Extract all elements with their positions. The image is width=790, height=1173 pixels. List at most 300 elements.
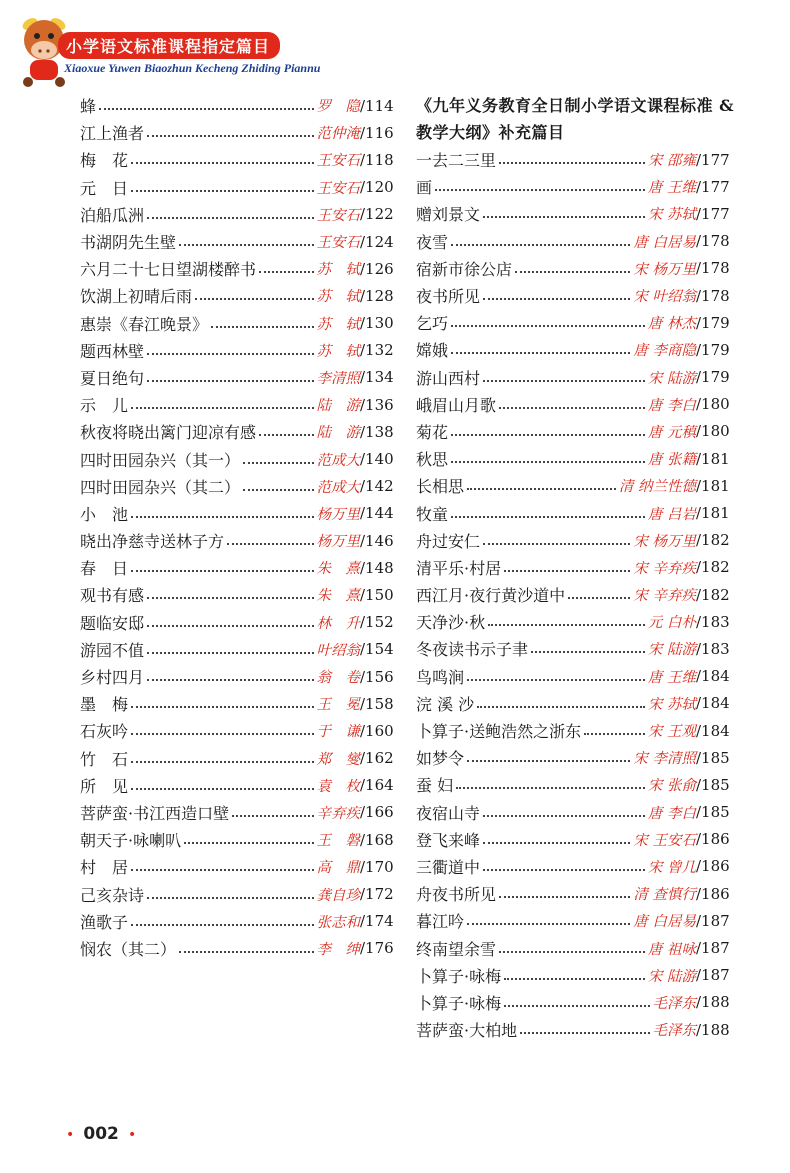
toc-entry-title: 冬夜读书示子聿 xyxy=(416,640,529,660)
leader-dots xyxy=(147,216,313,219)
toc-entry-title: 饮湖上初晴后雨 xyxy=(80,287,193,307)
leader-dots xyxy=(131,515,313,518)
toc-entry-title: 蚕 妇 xyxy=(416,776,454,796)
toc-entry-page: /142 xyxy=(360,477,394,496)
toc-entry xyxy=(416,744,736,771)
toc-entry-title: 夜雪 xyxy=(416,232,449,252)
toc-entry-title: 晓出净慈寺送林子方 xyxy=(80,532,225,552)
toc-entry-author: 王安石 xyxy=(316,153,360,170)
toc-entry-title: 舟夜书所见 xyxy=(416,885,497,905)
toc-entry xyxy=(80,445,400,472)
toc-entry-page: /185 xyxy=(696,803,730,822)
supplement-section-title: 《九年义务教育全日制小学语文课程标准 & 教学大纲》补充篇目 xyxy=(416,96,735,142)
toc-entry-author: 唐 白居易 xyxy=(633,234,696,251)
toc-entry xyxy=(416,336,736,363)
leader-dots xyxy=(488,623,645,626)
toc-entry xyxy=(416,554,736,581)
toc-entry-page: /187 xyxy=(696,966,730,985)
toc-entry-title: 元 日 xyxy=(80,178,129,198)
leader-dots xyxy=(504,1004,649,1007)
toc-entry xyxy=(80,228,400,255)
toc-entry-title: 游山西村 xyxy=(416,368,481,388)
leader-dots xyxy=(477,705,645,708)
toc-entry-page: /140 xyxy=(360,450,394,469)
toc-entry-page: /181 xyxy=(696,504,730,523)
toc-entry-page: /164 xyxy=(360,776,394,795)
toc-entry-title: 六月二十七日望湖楼醉书 xyxy=(80,260,257,280)
toc-entry xyxy=(416,309,736,336)
toc-entry xyxy=(416,962,736,989)
leader-dots xyxy=(131,787,313,790)
toc-entry xyxy=(416,934,736,961)
toc-entry-title: 观书有感 xyxy=(80,586,145,606)
toc-entry-title: 泊船瓜洲 xyxy=(80,205,145,225)
toc-entry xyxy=(416,907,736,934)
toc-entry-author: 宋 杨万里 xyxy=(633,533,696,550)
toc-entry xyxy=(80,717,400,744)
toc-entry-author: 宋 辛弃疾 xyxy=(633,588,696,605)
toc-entry-author: 李 绅 xyxy=(316,941,360,958)
toc-entry-author: 宋 李清照 xyxy=(633,751,696,768)
footer-dot-icon: • xyxy=(66,1127,75,1143)
toc-entry-title: 己亥杂诗 xyxy=(80,885,145,905)
toc-entry-page: /188 xyxy=(696,1020,730,1039)
toc-entry-author: 范成大 xyxy=(316,452,360,469)
toc-entry-title: 峨眉山月歌 xyxy=(416,395,497,415)
toc-entry-author: 宋 辛弃疾 xyxy=(633,560,696,577)
toc-entry-author: 张志和 xyxy=(316,914,360,931)
toc-entry-page: /184 xyxy=(696,694,730,713)
toc-entry-author: 唐 张籍 xyxy=(647,452,696,469)
leader-dots xyxy=(147,352,313,355)
leader-dots xyxy=(147,379,313,382)
leader-dots xyxy=(483,814,645,817)
leader-dots xyxy=(451,515,645,518)
toc-entry-page: /183 xyxy=(696,639,730,658)
toc-entry-page: /148 xyxy=(360,558,394,577)
toc-entry-author: 宋 叶绍翁 xyxy=(633,289,696,306)
toc-entry-page: /150 xyxy=(360,585,394,604)
toc-entry-title: 游园不值 xyxy=(80,640,145,660)
toc-entry-author: 朱 熹 xyxy=(316,561,360,578)
toc-entry-title: 朝天子·咏喇叭 xyxy=(80,831,182,851)
toc-entry xyxy=(416,391,736,418)
toc-entry-title: 秋夜将晓出篱门迎凉有感 xyxy=(80,423,257,443)
toc-entry-page: /178 xyxy=(696,232,730,251)
toc-entry-title: 一去二三里 xyxy=(416,151,497,171)
leader-dots xyxy=(179,950,313,953)
toc-entry-page: /130 xyxy=(360,314,394,333)
toc-entry-page: /136 xyxy=(360,395,394,414)
leader-dots xyxy=(243,488,313,491)
leader-dots xyxy=(467,487,616,490)
toc-entry-title: 画 xyxy=(416,178,433,198)
leader-dots xyxy=(131,923,313,926)
toc-entry xyxy=(416,663,736,690)
toc-entry xyxy=(416,880,736,907)
toc-entry-title: 菩萨蛮·书江西造口壁 xyxy=(80,803,230,823)
toc-entry-title: 清平乐·村居 xyxy=(416,558,502,578)
leader-dots xyxy=(147,134,313,137)
toc-entry xyxy=(416,418,736,445)
toc-entry-author: 唐 白居易 xyxy=(633,914,696,931)
leader-dots xyxy=(456,786,645,789)
leader-dots xyxy=(131,705,313,708)
toc-entry xyxy=(80,310,400,337)
toc-entry-author: 范仲淹 xyxy=(316,126,360,143)
toc-entry-author: 王 冕 xyxy=(316,697,360,714)
toc-entry-title: 卜算子·咏梅 xyxy=(416,966,502,986)
toc-entry-title: 梅 花 xyxy=(80,151,129,171)
toc-entry-author: 陆 游 xyxy=(316,425,360,442)
toc-entry xyxy=(80,690,400,717)
toc-entry-page: /178 xyxy=(696,286,730,305)
leader-dots xyxy=(184,841,313,844)
toc-entry-title: 竹 石 xyxy=(80,749,129,769)
toc-entry xyxy=(80,364,400,391)
toc-entry-page: /186 xyxy=(696,857,730,876)
toc-entry-page: /187 xyxy=(696,911,730,930)
toc-entry-author: 唐 林杰 xyxy=(647,316,696,333)
leader-dots xyxy=(232,814,313,817)
leader-dots xyxy=(131,406,313,409)
leader-dots xyxy=(499,950,645,953)
leader-dots xyxy=(504,569,630,572)
leader-dots xyxy=(467,922,630,925)
toc-entry xyxy=(80,337,400,364)
toc-entry xyxy=(80,908,400,935)
toc-entry-author: 王安石 xyxy=(316,180,360,197)
toc-entry xyxy=(416,364,736,391)
toc-entry-title: 江上渔者 xyxy=(80,124,145,144)
toc-entry-title: 如梦令 xyxy=(416,749,465,769)
toc-entry-title: 渔歌子 xyxy=(80,912,129,932)
leader-dots xyxy=(99,107,313,110)
toc-entry xyxy=(80,772,400,799)
toc-entry xyxy=(416,228,736,255)
toc-entry-page: /172 xyxy=(360,885,394,904)
right-toc-column xyxy=(416,92,736,1043)
toc-entry-title: 乡村四月 xyxy=(80,668,145,688)
toc-entry-page: /156 xyxy=(360,667,394,686)
toc-entry-page: /128 xyxy=(360,286,394,305)
toc-entry-title: 天净沙·秋 xyxy=(416,613,486,633)
toc-entry-author: 林 升 xyxy=(316,615,360,632)
toc-entry xyxy=(80,799,400,826)
toc-entry-title: 四时田园杂兴（其一） xyxy=(80,450,241,470)
toc-entry-page: /138 xyxy=(360,422,394,441)
toc-entry xyxy=(80,500,400,527)
leader-dots xyxy=(451,351,630,354)
toc-entry-title: 夏日绝句 xyxy=(80,368,145,388)
page-number: 002 xyxy=(83,1124,119,1144)
toc-entry-page: /185 xyxy=(696,775,730,794)
toc-entry-title: 暮江吟 xyxy=(416,912,465,932)
toc-entry xyxy=(416,527,736,554)
toc-entry-title: 乞巧 xyxy=(416,314,449,334)
toc-entry-author: 朱 熹 xyxy=(316,588,360,605)
leader-dots xyxy=(195,297,313,300)
toc-entry-page: /180 xyxy=(696,395,730,414)
toc-entry-author: 王 磐 xyxy=(316,833,360,850)
leader-dots xyxy=(483,841,630,844)
toc-entry xyxy=(80,935,400,962)
toc-entry-page: /168 xyxy=(360,830,394,849)
toc-entry-author: 宋 曾几 xyxy=(647,859,696,876)
toc-entry-page: /178 xyxy=(696,259,730,278)
toc-entry-page: /176 xyxy=(360,939,394,958)
toc-entry-page: /144 xyxy=(360,504,394,523)
toc-entry-author: 宋 陆游 xyxy=(647,370,696,387)
toc-entry-title: 嫦娥 xyxy=(416,341,449,361)
footer-dot-icon: • xyxy=(127,1127,137,1143)
toc-entry-page: /116 xyxy=(360,123,394,142)
toc-entry-author: 清 查慎行 xyxy=(633,887,696,904)
leader-dots xyxy=(467,759,630,762)
leader-dots xyxy=(483,379,645,382)
toc-entry-page: /179 xyxy=(696,340,730,359)
leader-dots xyxy=(451,243,630,246)
toc-entry-author: 辛弃疾 xyxy=(316,805,360,822)
toc-entry-title: 宿新市徐公店 xyxy=(416,259,513,279)
leader-dots xyxy=(483,215,645,218)
toc-entry xyxy=(416,690,736,717)
toc-entry-page: /114 xyxy=(360,96,394,115)
toc-entry-page: /154 xyxy=(360,640,394,659)
toc-entry-author: 叶绍翁 xyxy=(316,642,360,659)
leader-dots xyxy=(179,243,313,246)
toc-entry-author: 宋 陆游 xyxy=(647,642,696,659)
toc-entry-author: 元 白朴 xyxy=(647,615,696,632)
toc-entry xyxy=(80,418,400,445)
leader-dots xyxy=(451,324,645,327)
toc-entry xyxy=(80,119,400,146)
toc-entry-page: /182 xyxy=(696,531,730,550)
toc-entry-author: 罗 隐 xyxy=(316,99,360,116)
toc-entry-title: 鸟鸣涧 xyxy=(416,667,465,687)
toc-entry-author: 高 鼎 xyxy=(316,860,360,877)
toc-entry xyxy=(416,581,736,608)
toc-entry xyxy=(416,499,736,526)
leader-dots xyxy=(147,596,313,599)
toc-entry-page: /181 xyxy=(696,476,730,495)
toc-entry xyxy=(416,1016,736,1043)
toc-entry-author: 宋 王观 xyxy=(647,724,696,741)
toc-entry-title: 惠崇《春江晚景》 xyxy=(80,314,209,334)
toc-entry-page: /186 xyxy=(696,830,730,849)
leader-dots xyxy=(499,406,645,409)
toc-entry-title: 西江月·夜行黄沙道中 xyxy=(416,586,566,606)
toc-entry xyxy=(80,663,400,690)
page-header xyxy=(0,0,790,92)
toc-entry-title: 小 池 xyxy=(80,504,129,524)
toc-entry xyxy=(416,472,736,499)
toc-entry-author: 杨万里 xyxy=(316,506,360,523)
toc-entry-title: 长相思 xyxy=(416,477,465,497)
toc-entry xyxy=(416,853,736,880)
toc-entry xyxy=(416,826,736,853)
leader-dots xyxy=(131,161,313,164)
toc-entry xyxy=(80,554,400,581)
leader-dots xyxy=(131,868,313,871)
toc-entry-title: 菩萨蛮·大柏地 xyxy=(416,1021,518,1041)
toc-entry-page: /124 xyxy=(360,232,394,251)
leader-dots xyxy=(483,868,645,871)
toc-entry-title: 舟过安仁 xyxy=(416,531,481,551)
toc-entry-page: /184 xyxy=(696,721,730,740)
toc-entry xyxy=(80,880,400,907)
toc-entry-title: 牧童 xyxy=(416,504,449,524)
toc-entry xyxy=(416,608,736,635)
leader-dots xyxy=(243,461,313,464)
toc-entry xyxy=(416,146,736,173)
leader-dots xyxy=(467,678,645,681)
toc-entry-page: /182 xyxy=(696,558,730,577)
toc-entry-page: /181 xyxy=(696,449,730,468)
toc-entry-page: /166 xyxy=(360,803,394,822)
toc-entry-author: 唐 祖咏 xyxy=(647,941,696,958)
toc-entry xyxy=(80,282,400,309)
toc-entry-title: 所 见 xyxy=(80,776,129,796)
toc-entry-page: /185 xyxy=(696,748,730,767)
toc-entry-page: /174 xyxy=(360,912,394,931)
toc-entry xyxy=(80,609,400,636)
toc-entry-author: 宋 张俞 xyxy=(647,778,696,795)
leader-dots xyxy=(435,188,645,191)
toc-entry xyxy=(80,391,400,418)
toc-entry-author: 苏 轼 xyxy=(316,289,360,306)
leader-dots xyxy=(451,460,645,463)
left-toc-column xyxy=(80,92,400,962)
toc-entry-page: /183 xyxy=(696,612,730,631)
toc-entry-title: 浣 溪 沙 xyxy=(416,694,475,714)
toc-entry-author: 宋 邵雍 xyxy=(647,153,696,170)
toc-entry xyxy=(80,636,400,663)
leader-dots xyxy=(584,732,645,735)
toc-entry-title: 夜书所见 xyxy=(416,287,481,307)
toc-entry-page: /122 xyxy=(360,205,394,224)
leader-dots xyxy=(499,895,630,898)
toc-entry-page: /132 xyxy=(360,341,394,360)
toc-entry-title: 示 儿 xyxy=(80,396,129,416)
leader-dots xyxy=(131,189,313,192)
toc-entry xyxy=(416,799,736,826)
toc-entry-author: 苏 轼 xyxy=(316,262,360,279)
toc-entry xyxy=(80,146,400,173)
toc-entry xyxy=(416,445,736,472)
toc-entry-page: /126 xyxy=(360,259,394,278)
toc-entry-author: 唐 王维 xyxy=(647,180,696,197)
leader-dots xyxy=(227,542,313,545)
toc-entry-title: 墨 梅 xyxy=(80,695,129,715)
toc-entry-title: 村 居 xyxy=(80,858,129,878)
toc-entry-page: /134 xyxy=(360,368,394,387)
toc-entry-title: 秋思 xyxy=(416,450,449,470)
toc-entry xyxy=(80,581,400,608)
toc-entry-author: 唐 吕岩 xyxy=(647,506,696,523)
toc-entry xyxy=(80,201,400,228)
toc-entry-title: 卜算子·送鲍浩然之浙东 xyxy=(416,722,582,742)
toc-entry-page: /146 xyxy=(360,531,394,550)
leader-dots xyxy=(520,1031,649,1034)
header-titles xyxy=(58,32,320,76)
toc-entry-author: 宋 王安石 xyxy=(633,832,696,849)
toc-entry-author: 唐 李白 xyxy=(647,805,696,822)
toc-entry-author: 陆 游 xyxy=(316,398,360,415)
toc-entry xyxy=(80,174,400,201)
toc-entry-page: /179 xyxy=(696,368,730,387)
toc-entry-title: 悯农（其二） xyxy=(80,939,177,959)
toc-entry-author: 唐 李商隐 xyxy=(633,343,696,360)
toc-entry xyxy=(416,200,736,227)
leader-dots xyxy=(504,977,645,980)
page-footer xyxy=(66,1124,136,1144)
leader-dots xyxy=(531,650,645,653)
leader-dots xyxy=(211,325,313,328)
toc-entry-title: 春 日 xyxy=(80,559,129,579)
toc-entry-title: 四时田园杂兴（其二） xyxy=(80,477,241,497)
leader-dots xyxy=(451,433,645,436)
leader-dots xyxy=(147,624,313,627)
toc-entry-page: /177 xyxy=(696,150,730,169)
toc-entry xyxy=(416,173,736,200)
leader-dots xyxy=(259,433,313,436)
toc-entry-author: 宋 苏轼 xyxy=(647,696,696,713)
leader-dots xyxy=(568,596,630,599)
toc-entry-title: 菊花 xyxy=(416,422,449,442)
series-title-pinyin: Xiaoxue Yuwen Biaozhun Kecheng Zhiding Piannu xyxy=(64,61,321,75)
toc-entry-title: 夜宿山寺 xyxy=(416,803,481,823)
toc-entry-title: 卜算子·咏梅 xyxy=(416,993,502,1013)
toc-entry xyxy=(416,282,736,309)
toc-entry-page: /152 xyxy=(360,613,394,632)
toc-entry-author: 唐 王维 xyxy=(647,669,696,686)
toc-entry-title: 题西林壁 xyxy=(80,341,145,361)
toc-entry-page: /162 xyxy=(360,749,394,768)
toc-entry-title: 题临安邸 xyxy=(80,613,145,633)
toc-entry xyxy=(80,853,400,880)
toc-entry-page: /180 xyxy=(696,422,730,441)
toc-entry-author: 郑 燮 xyxy=(316,751,360,768)
toc-entry-page: /179 xyxy=(696,313,730,332)
leader-dots xyxy=(131,569,313,572)
toc-entry-author: 于 谦 xyxy=(316,724,360,741)
toc-entry-author: 龚自珍 xyxy=(316,887,360,904)
toc-entry-author: 王安石 xyxy=(316,235,360,252)
toc-entry xyxy=(80,255,400,282)
toc-entry-page: /118 xyxy=(360,150,394,169)
leader-dots xyxy=(483,297,630,300)
leader-dots xyxy=(147,651,313,654)
toc-entry-author: 宋 陆游 xyxy=(647,968,696,985)
toc-entry-page: /184 xyxy=(696,667,730,686)
leader-dots xyxy=(259,270,313,273)
toc-entry-author: 王安石 xyxy=(316,207,360,224)
toc-entry xyxy=(416,989,736,1016)
leader-dots xyxy=(131,760,313,763)
toc-entry-title: 终南望余雪 xyxy=(416,939,497,959)
leader-dots xyxy=(499,161,645,164)
toc-entry-author: 毛泽东 xyxy=(652,995,696,1012)
toc-entry-page: /187 xyxy=(696,939,730,958)
toc-entry-author: 翁 卷 xyxy=(316,670,360,687)
toc-entry xyxy=(416,717,736,744)
toc-entry-title: 登飞来峰 xyxy=(416,830,481,850)
toc-entry xyxy=(80,92,400,119)
toc-entry-title: 三衢道中 xyxy=(416,857,481,877)
toc-entry xyxy=(80,745,400,772)
toc-entry-page: /177 xyxy=(696,177,730,196)
